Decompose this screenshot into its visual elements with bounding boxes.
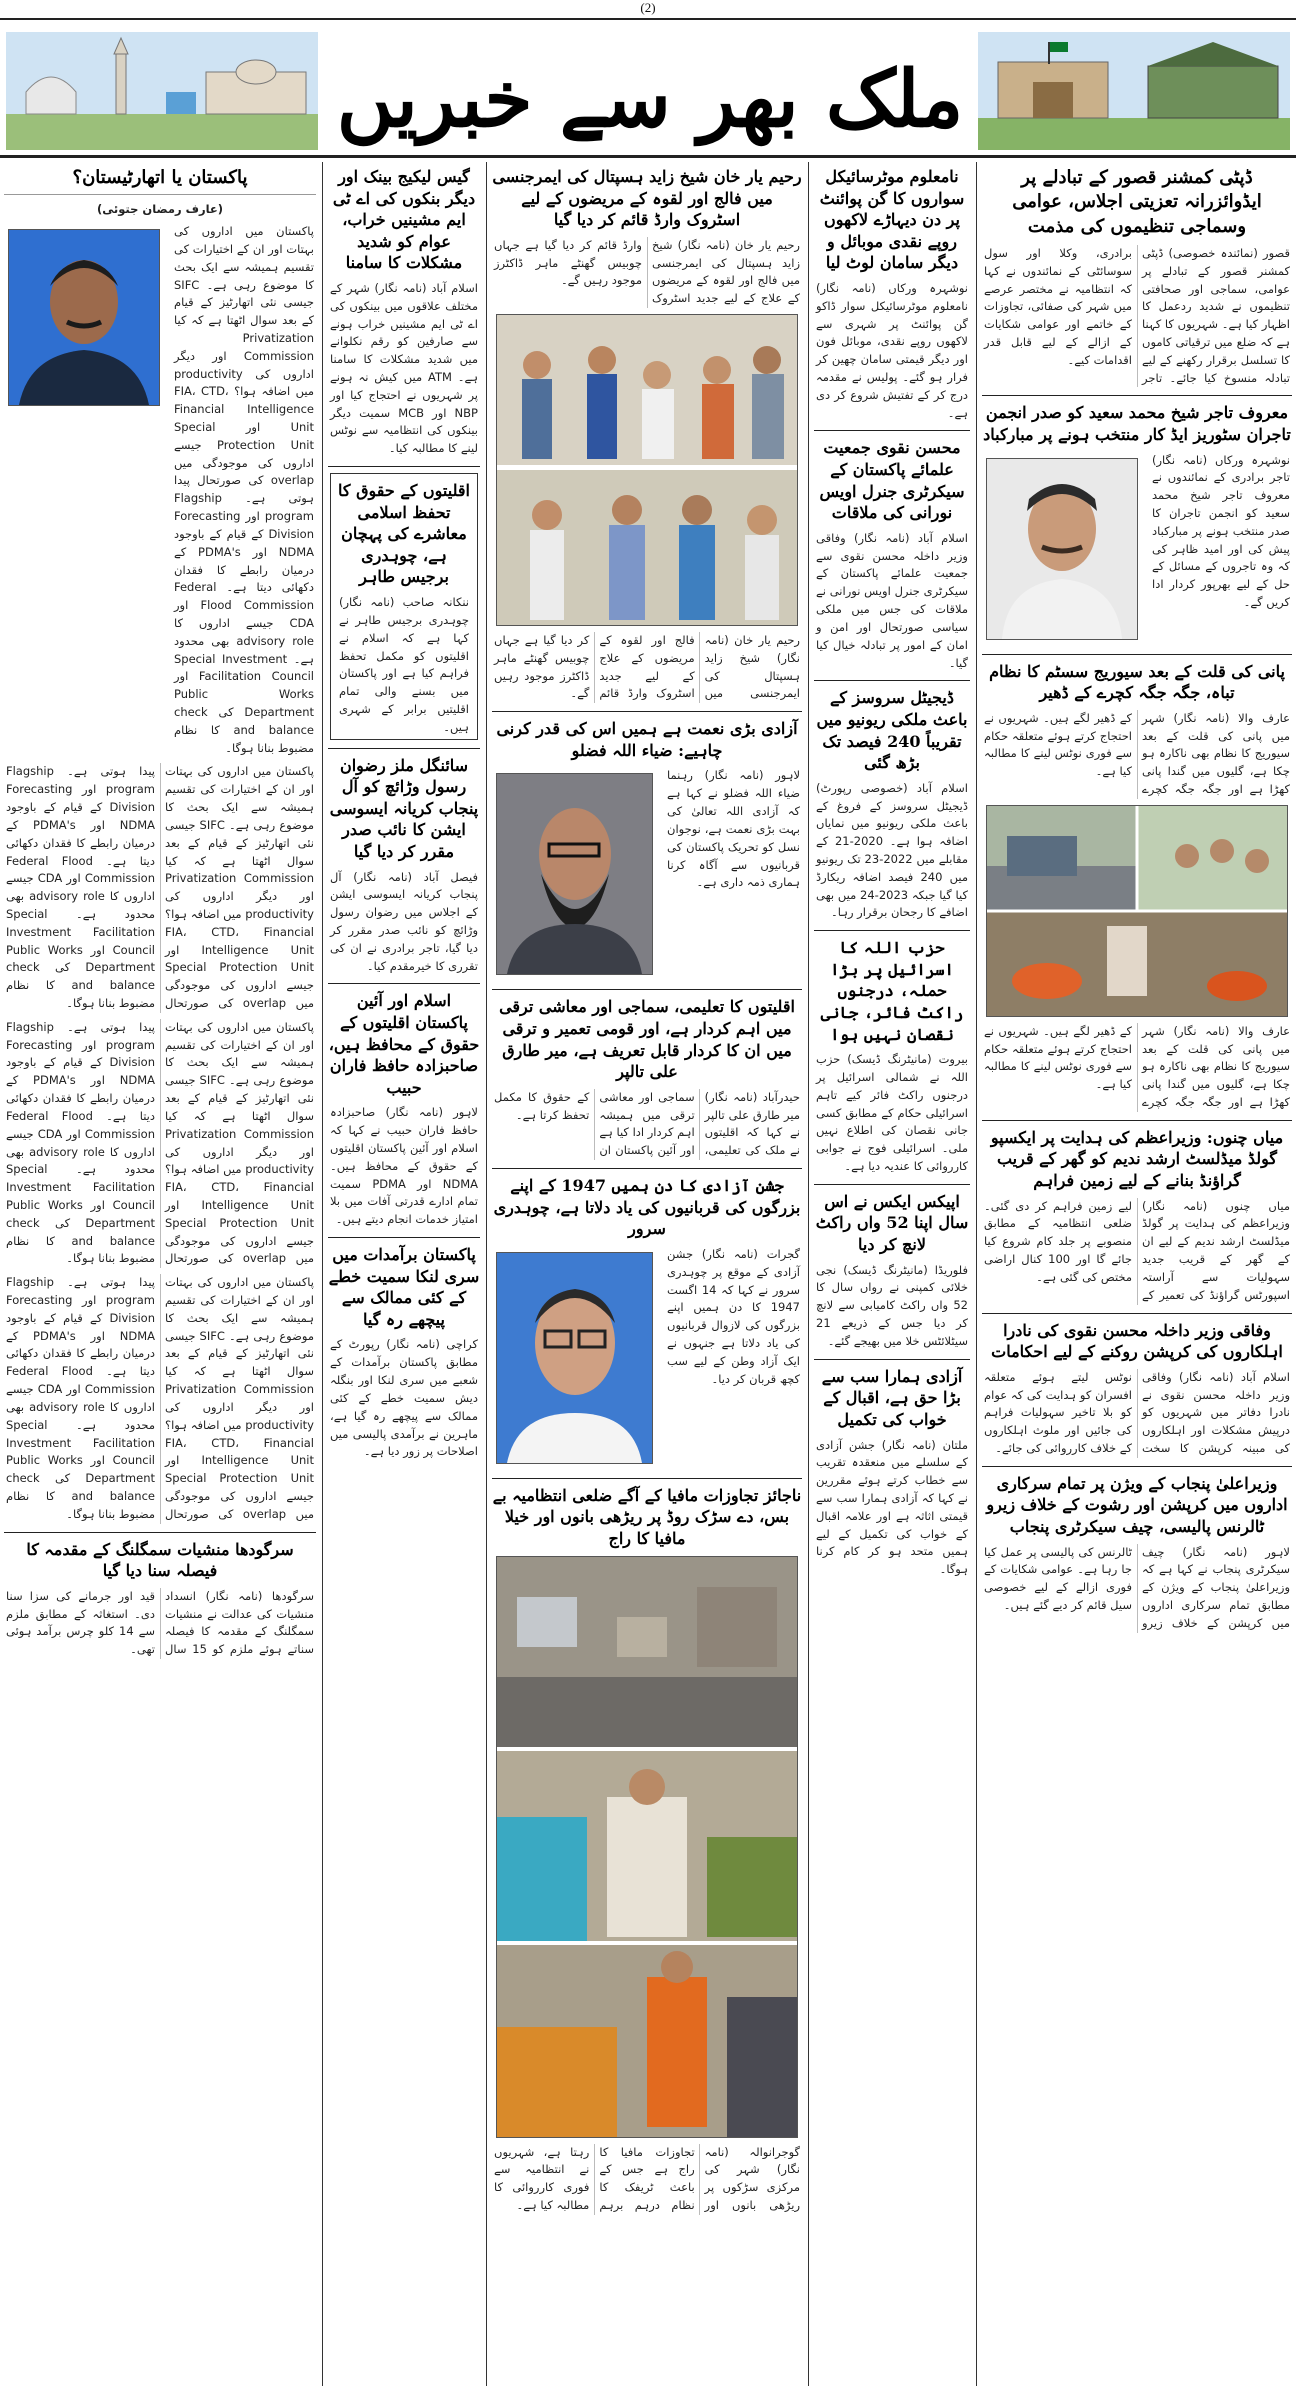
headline: نامعلوم موٹرسائیکل سواروں کا گن پوائنٹ پر دن دیہاڑے لاکھوں روپے نقدی موبائل و دیگر سامان لوٹ لیا (819, 167, 965, 273)
divider (982, 1313, 1292, 1314)
article (810, 1366, 974, 1579)
article-body: بیروت (مانیٹرنگ ڈیسک) حزب اللہ نے شمالی اسرائیل پر درجنوں راکٹ فائر کیے تاہم اسرائیلی حکام کے مطابق کسی جانی نقصان کی اطلاع نہیں ملی۔ اسرائیلی فوج نے جوابی کارروائی کا عندیہ دیا ہے۔ (816, 1052, 968, 1174)
headline: گیس لیکیج بینک اور دیگر بنکوں کی اے ٹی ایم مشینیں خراب، عوام کو شدید مشکلات کا سامنا (332, 167, 476, 273)
column-divider (486, 162, 487, 2386)
column-3 (488, 162, 806, 2386)
headline: سرگودھا منشیات سمگلنگ کے مقدمہ کا فیصلہ سنا دیا گیا (26, 1539, 294, 1581)
divider (982, 1466, 1292, 1467)
article-body: رحیم یار خان (نامہ نگار) شیخ زاید ہسپتال کی ایمرجنسی میں فالج اور لقوہ کے مریضوں کے علاج کے لیے جدید اسٹروک وارڈ قائم کر دیا گیا ہے جہاں چوبیس گھنٹے ماہر ڈاکٹرز موجود رہیں گے۔ (494, 237, 800, 306)
divider (492, 711, 802, 712)
column-divider (808, 162, 809, 2386)
headline: میاں چنوں: وزیراعظم کی ہدایت پر ایکسپو گولڈ میڈلسٹ ارشد ندیم کو گھر کے قریب گراؤنڈ بنانے کے لیے زمین فراہم (990, 1127, 1284, 1191)
article (324, 755, 484, 976)
article-body: گوجرانوالہ (نامہ نگار) شہر کی مرکزی سڑکوں پر ریڑھی بانوں اور تجاوزات مافیا کا راج ہے جس کے باعث ٹریفک کا نظام درہم برہم رہتا ہے، شہریوں نے انتظامیہ سے فوری کارروائی کا مطالبہ کیا ہے۔ (494, 2144, 800, 2213)
article (978, 166, 1296, 387)
market-encroachment-photo (496, 1556, 798, 2138)
headline: اقلیتوں کے حقوق کا تحفظ اسلامی معاشرے کی پہچان ہے، چوہدری برجیس طاہر (338, 481, 470, 587)
headline: رحیم یار خان شیخ زاید ہسپتال کی ایمرجنسی میں فالج اور لقوہ کے مریضوں کے لیے اسٹروک وارڈ قائم کر دیا گیا (492, 167, 802, 230)
portrait-photo (496, 1252, 653, 1464)
divider (814, 1184, 970, 1185)
article (330, 473, 478, 739)
headline: پاکستان برآمدات میں سری لنکا سمیت خطے کے کئی ممالک سے پیچھے رہ گیا (328, 1245, 480, 1329)
article-body: حیدرآباد (نامہ نگار) میر طارق علی تالپر نے کہا کہ اقلیتوں نے ملک کی تعلیمی، سماجی اور معاشی ترقی میں ہمیشہ اہم کردار ادا کیا ہے اور آئین پاکستان ان کے حقوق کا مکمل تحفظ کرتا ہے۔ (494, 1089, 800, 1158)
headline: سائنگل ملز رضوان رسول وڑائچ کو آل پنجاب کریانہ ایسوسی ایشن کا نائب صدر مقرر کر دیا گیا (329, 755, 479, 861)
divider (982, 1120, 1292, 1121)
article-body: فیصل آباد (نامہ نگار) آل پنجاب کریانہ ایسوسی ایشن کے اجلاس میں رضوان رسول وڑائچ کو نائب صدر مقرر کر دیا گیا، تاجر برادری نے ان کی تقرری کا خیرمقدم کیا۔ (330, 869, 478, 973)
article-body: ملتان (نامہ نگار) جشن آزادی کے سلسلے میں منعقدہ تقریب سے خطاب کرتے ہوئے مقررین نے کہا کہ آزادی ہمارا سب سے قیمتی اثاثہ ہے اور علامہ اقبال کے خواب کی تکمیل کے لیے ہمیں متحد ہو کر کام کرنا ہوگا۔ (816, 1437, 968, 1577)
article-body: اسلام آباد (نامہ نگار) وفاقی وزیر داخلہ محسن نقوی نے نادرا دفاتر میں شہریوں کو درپیش مشکلات اور اہلکاروں کی مبینہ کرپشن کا سخت نوٹس لیتے ہوئے متعلقہ افسران کو ہدایت کی کہ عوام کو بلا تاخیر سہولیات فراہم کی جائیں اور ملوث اہلکاروں کے خلاف کارروائی کی جائے۔ (984, 1369, 1290, 1455)
divider (492, 989, 802, 990)
article-body: لاہور (نامہ نگار) چیف سیکرٹری پنجاب نے کہا ہے کہ وزیراعلیٰ پنجاب کے ویژن کے مطابق تمام سرکاری اداروں میں کرپشن کے خلاف زیرو ٹالرنس کی پالیسی پر عمل کیا جا رہا ہے۔ عوامی شکایات کے فوری ازالے کے لیے خصوصی سیل قائم کر دیے گئے ہیں۔ (984, 1544, 1290, 1630)
divider (328, 466, 480, 467)
article-body: پاکستان میں اداروں کی بہتات اور ان کے اختیارات کی تقسیم ہمیشہ سے ایک بحث کا موضوع رہی ہے۔ SIFC جیسی نئی اتھارٹیز کے قیام کے بعد سوال اٹھتا ہے کہ کیا Privatization Commission اور دیگر اداروں کی productivity میں اضافہ ہوا؟ FIA، CTD، Financial Intelligence Unit اور Special Protection Unit جیسے اداروں کی موجودگی میں overlap کی صورتحال پیدا ہوتی ہے۔ Flagship program اور Forecasting Division کے قیام کے باوجود NDMA اور PDMA's کے درمیان رابطے کا فقدان دکھائی دیتا ہے۔ Federal Flood Commission اور CDA جیسے اداروں کا advisory role بھی محدود ہے۔ Special Investment Facilitation Council اور Public Works Department کی check and balance کا نظام مضبوط بنانا ہوگا۔ (6, 1275, 314, 1521)
column-divider (322, 162, 323, 2386)
article-body: سرگودھا (نامہ نگار) انسداد منشیات کی عدالت نے منشیات سمگلنگ کے مقدمہ کا فیصلہ سناتے ہوئے ملزم کو 15 سال قید اور جرمانے کی سزا سنا دی۔ استغاثہ کے مطابق ملزم سے 14 کلو چرس برآمد ہوئی تھی۔ (6, 1588, 314, 1657)
article (810, 437, 974, 672)
article-body: پاکستان میں اداروں کی بہتات اور ان کے اختیارات کی تقسیم ہمیشہ سے ایک بحث کا موضوع رہی ہے۔ SIFC جیسی نئی اتھارٹیز کے قیام کے بعد سوال اٹھتا ہے کہ کیا Privatization Commission اور دیگر اداروں کی productivity میں اضافہ ہوا؟ FIA، CTD، Financial Intelligence Unit اور Special Protection Unit جیسے اداروں کی موجودگی میں overlap کی صورتحال پیدا ہوتی ہے۔ Flagship program اور Forecasting Division کے قیام کے باوجود NDMA اور PDMA's کے درمیان رابطے کا فقدان دکھائی دیتا ہے۔ Federal Flood Commission اور CDA جیسے اداروں کا advisory role بھی محدود ہے۔ Special Investment Facilitation Council اور Public Works Department کی check and balance کا نظام مضبوط بنانا ہوگا۔ (174, 224, 315, 755)
article (488, 1485, 806, 2215)
article-body: اسلام آباد (خصوصی رپورٹ) ڈیجیٹل سروسز کے فروغ کے باعث ملکی ریونیو میں نمایاں اضافہ ہوا ہے۔ 2020-21 کے مقابلے میں 2022-23 تک ریونیو میں 240 فیصد اضافہ ریکارڈ کیا گیا جبکہ 2023-24 میں بھی اضافے کا رجحان برقرار رہا۔ (816, 780, 968, 920)
divider (328, 983, 480, 984)
column-2 (810, 162, 974, 2386)
article (324, 166, 484, 458)
hospital-ward-photo (496, 314, 798, 626)
article (978, 661, 1296, 1112)
byline: (عارف رمضان جتوئی) (96, 202, 224, 217)
article (810, 937, 974, 1176)
divider (814, 930, 970, 931)
article-body: لاہور (نامہ نگار) صاحبزادہ حافظ فاران حبیب نے کہا کہ اسلام اور آئین پاکستان اقلیتوں کے حقوق کے محافظ ہیں۔ NDMA اور PDMA سمیت تمام ادارے قدرتی آفات میں بلا امتیاز خدمات انجام دیتے ہیں۔ (330, 1105, 478, 1227)
article (488, 1175, 806, 1470)
divider (814, 430, 970, 431)
article-body: فلوریڈا (مانیٹرنگ ڈیسک) نجی خلائی کمپنی نے رواں سال کا 52 واں راکٹ کامیابی سے لانچ کر دیا جس کے ذریعے 21 سیٹلائٹس خلا میں بھیجے گئے۔ (816, 1262, 968, 1348)
headline: حزب اللہ کا اسرائیل پر بڑا حملہ، درجنوں راکٹ فائر، جانی نقصان نہیں ہوا (820, 938, 964, 1044)
divider (328, 1237, 480, 1238)
masthead-title: ملک بھر سے خبریں (336, 54, 964, 145)
article-body: اسلام آباد (نامہ نگار) وفاقی وزیر داخلہ محسن نقوی سے جمعیت علمائے پاکستان کے سیکرٹری جنرل اویس نورانی نے ملاقات کی جس میں ملکی سیاسی صورتحال اور امن و امان کے امور پر تبادلہ خیال کیا گیا۔ (816, 530, 968, 670)
article (978, 1320, 1296, 1458)
headline: ڈپٹی کمشنر قصور کے تبادلے پر ایڈوائزرانہ تعزیتی اجلاس، عوامی وسماجی تنظیموں کی مذمت (1012, 167, 1262, 237)
portrait-photo (496, 773, 653, 975)
article-body: اسلام آباد (نامہ نگار) شہر کے مختلف علاقوں میں بینکوں کی اے ٹی ایم مشینیں خراب ہونے سے صارفین کو رقم نکلوانے میں شدید مشکلات کا سامنا ہے۔ ATM میں کیش نہ ہونے پر شہریوں نے احتجاج کیا اور NBP اور MCB سمیت دیگر بینکوں کی انتظامیہ سے نوٹس لینے کا مطالبہ کیا۔ (330, 280, 478, 456)
headline: ناجائز تجاوزات مافیا کے آگے ضلعی انتظامیہ بے بس، دے سڑک روڈ پر ریڑھی بانوں اور خیلا مافیا کا راج (492, 1485, 802, 1549)
headline: وزیراعلیٰ پنجاب کے ویژن پر تمام سرکاری اداروں میں کرپشن اور رشوت کے خلاف زیرو ٹالرنس پالیسی، چیف سیکرٹری پنجاب (986, 1473, 1288, 1536)
divider (492, 1168, 802, 1169)
headline: پانی کی قلت کے بعد سیوریج سسٹم کا نظام تباہ، جگہ جگہ کچرے کے ڈھیر (989, 661, 1285, 703)
masthead (0, 18, 1296, 158)
divider (982, 654, 1292, 655)
headline: جشن آزادی کا دن ہمیں 1947 کے اپنے بزرگوں کی قربانیوں کی یاد دلاتا ہے، چوہدری سرور (493, 1176, 801, 1239)
article (978, 1473, 1296, 1633)
article-body: پاکستان میں اداروں کی بہتات اور ان کے اختیارات کی تقسیم ہمیشہ سے ایک بحث کا موضوع رہی ہے۔ SIFC جیسی نئی اتھارٹیز کے قیام کے بعد سوال اٹھتا ہے کہ کیا Privatization Commission اور دیگر اداروں کی productivity میں اضافہ ہوا؟ FIA، CTD، Financial Intelligence Unit اور Special Protection Unit جیسے اداروں کی موجودگی میں overlap کی صورتحال پیدا ہوتی ہے۔ Flagship program اور Forecasting Division کے قیام کے باوجود NDMA اور PDMA's کے درمیان رابطے کا فقدان دکھائی دیتا ہے۔ Federal Flood Commission اور CDA جیسے اداروں کا advisory role بھی محدود ہے۔ Special Investment Facilitation Council اور Public Works Department کی check and balance کا نظام مضبوط بنانا ہوگا۔ (6, 764, 314, 1011)
article (978, 1127, 1296, 1305)
divider (328, 748, 480, 749)
masthead-monuments-image (6, 32, 318, 150)
article-body: کراچی (نامہ نگار) رپورٹ کے مطابق پاکستان برآمدات کے شعبے میں سری لنکا اور بنگلہ دیش سمیت خطے کے کئی ممالک سے پیچھے رہ گیا ہے، ماہرین نے برآمدی پالیسی میں اصلاحات پر زور دیا ہے۔ (330, 1337, 478, 1459)
article-body: ننکانہ صاحب (نامہ نگار) چوہدری برجیس طاہر نے کہا ہے کہ اسلام نے اقلیتوں کو مکمل تحفظ فراہم کیا ہے اور پاکستان میں بسنے والی تمام اقلیتیں برابر کے شہری ہیں۔ (339, 595, 469, 734)
headline: آزادی ہمارا سب سے بڑا حق ہے، اقبال کے خواب کی تکمیل (821, 1366, 963, 1429)
headline: وفاقی وزیر داخلہ محسن نقوی کی نادرا اہلکاروں کی کرپشن روکنے کے لیے احکامات (991, 1320, 1283, 1362)
article (0, 166, 320, 1524)
masthead-landmarks-image (978, 32, 1290, 150)
headline: پاکستان یا اتھارٹیستان؟ (4, 166, 316, 195)
article-body: عارف والا (نامہ نگار) شہر میں پانی کی قلت کے بعد سیوریج کا نظام بھی ناکارہ ہو چکا ہے، گلیوں میں گندا پانی کھڑا ہے اور جگہ جگہ کچرے کے ڈھیر لگے ہیں۔ شہریوں نے احتجاج کرتے ہوئے متعلقہ حکام سے فوری نوٹس لینے کا مطالبہ کیا ہے۔ (984, 1023, 1290, 1110)
column-divider (976, 162, 977, 2386)
portrait-photo (986, 458, 1138, 640)
article (488, 996, 806, 1160)
column-1 (978, 162, 1296, 2386)
article-body: نوشہرہ ورکاں (نامہ نگار) تاجر برادری کے نمائندوں نے معروف تاجر شیخ محمد سعید کو انجمن تاجران کا صدر منتخب ہونے پر مبارکباد پیش کی اور امید ظاہر کی کہ وہ تاجروں کے مسائل کے حل کے لیے بھرپور کردار ادا کریں گے۔ (1152, 452, 1290, 610)
headline: آزادی بڑی نعمت ہے ہمیں اس کی قدر کرنی چاہیے: ضیاء اللہ فضلو (496, 719, 798, 760)
headline: اسلام اور آئین پاکستان اقلیتوں کے حقوق کے محافظ ہیں، صاحبزادہ حافظ فاران حبیب (328, 991, 480, 1097)
article-body: پاکستان میں اداروں کی بہتات اور ان کے اختیارات کی تقسیم ہمیشہ سے ایک بحث کا موضوع رہی ہے۔ SIFC جیسی نئی اتھارٹیز کے قیام کے بعد سوال اٹھتا ہے کہ کیا Privatization Commission اور دیگر اداروں کی productivity میں اضافہ ہوا؟ FIA، CTD، Financial Intelligence Unit اور Special Protection Unit جیسے اداروں کی موجودگی میں overlap کی صورتحال پیدا ہوتی ہے۔ Flagship program اور Forecasting Division کے قیام کے باوجود NDMA اور PDMA's کے درمیان رابطے کا فقدان دکھائی دیتا ہے۔ Federal Flood Commission اور CDA جیسے اداروں کا advisory role بھی محدود ہے۔ Special Investment Facilitation Council اور Public Works Department کی check and balance کا نظام مضبوط بنانا ہوگا۔ (6, 1019, 314, 1266)
garbage-street-photo (986, 805, 1288, 1017)
article (810, 687, 974, 922)
divider (814, 680, 970, 681)
article (324, 990, 484, 1229)
article (324, 1244, 484, 1461)
headline: ڈیجیٹل سروسز کے باعث ملکی ریونیو میں تقریباً 240 فیصد تک بڑھ گئی (816, 688, 968, 773)
article-body: نوشہرہ ورکاں (نامہ نگار) نامعلوم موٹرسائیکل سوار ڈاکو گن پوائنٹ پر شہری سے لاکھوں روپے نقدی، موبائل فون اور دیگر قیمتی سامان چھین کر فرار ہو گئے۔ پولیس نے مقدمہ درج کر کے تفتیش شروع کر دی ہے۔ (816, 280, 968, 420)
divider (982, 395, 1292, 396)
article-body: قصور (نمائندہ خصوصی) ڈپٹی کمشنر قصور کے تبادلے پر عوامی، سماجی اور صحافتی تنظیموں نے شدید ردعمل کا اظہار کیا ہے۔ شہریوں کا کہنا ہے کہ ضلع میں ترقیاتی کاموں کا تسلسل برقرار رکھنے کے لیے تبادلہ منسوخ کیا جائے۔ تاجر برادری، وکلا اور سول سوسائٹی کے نمائندوں نے کہا کہ انتظامیہ نے مختصر عرصے میں شہر کی صفائی، تجاوزات کے خاتمے اور عوامی شکایات کے ازالے کے لیے قابل قدر اقدامات کیے۔ (984, 245, 1290, 385)
column-4 (324, 162, 484, 2386)
page-number: (2) (640, 0, 656, 15)
article (810, 166, 974, 422)
headline: محسن نقوی جمعیت علمائے پاکستان کے سیکرٹری جنرل اویس نورانی کی ملاقات (819, 438, 965, 523)
divider (492, 1478, 802, 1479)
divider (814, 1359, 970, 1360)
headline: اقلیتوں کا تعلیمی، سماجی اور معاشی ترقی میں اہم کردار ہے، اور قومی تعمیر و ترقی میں ان کا کردار قابل تعریف ہے، میر طارق علی تالپر (499, 997, 795, 1082)
article-body: عارف والا (نامہ نگار) شہر میں پانی کی قلت کے بعد سیوریج کا نظام بھی ناکارہ ہو چکا ہے، گلیوں میں گندا پانی کھڑا ہے اور جگہ جگہ کچرے کے ڈھیر لگے ہیں۔ شہریوں نے احتجاج کرتے ہوئے متعلقہ حکام سے فوری نوٹس لینے کا مطالبہ کیا ہے۔ (984, 710, 1290, 797)
headline: معروف تاجر شیخ محمد سعید کو صدر انجمن تاجران سٹوریز ایڈ کار منتخب ہونے پر مبارکباد (983, 403, 1291, 444)
column-5 (0, 162, 320, 2386)
article (488, 718, 806, 981)
article-body: رحیم یار خان (نامہ نگار) شیخ زاید ہسپتال کی ایمرجنسی میں فالج اور لقوہ کے مریضوں کے علاج کے لیے جدید اسٹروک وارڈ قائم کر دیا گیا ہے جہاں چوبیس گھنٹے ماہر ڈاکٹرز موجود رہیں گے۔ (494, 633, 800, 701)
divider (4, 1532, 316, 1533)
article (810, 1191, 974, 1351)
article-body: گجرات (نامہ نگار) جشن آزادی کے موقع پر چوہدری سرور نے کہا کہ 14 اگست 1947 کا دن ہمیں اپنے بزرگوں کی لازوال قربانیوں کی یاد دلاتا ہے جنہوں نے ایک آزاد وطن کے لیے سب کچھ قربان کر دیا۔ (667, 1246, 800, 1386)
article-body: میاں چنوں (نامہ نگار) وزیراعظم کی ہدایت پر گولڈ میڈلسٹ ارشد ندیم کے لیے ان کے گھر کے قریب جدید سہولیات سے آراستہ اسپورٹس گراؤنڈ کی تعمیر کے لیے زمین فراہم کر دی گئی۔ ضلعی انتظامیہ کے مطابق منصوبے پر جلد کام شروع کیا جائے گا اور 100 کنال اراضی مختص کی گئی ہے۔ (984, 1198, 1290, 1302)
article (488, 166, 806, 703)
columnist-photo (8, 229, 160, 406)
article (0, 1539, 320, 1659)
headline: اپیکس ایکس نے اس سال اپنا 52 واں راکٹ لانچ کر دیا (815, 1191, 969, 1255)
article-body: لاہور (نامہ نگار) رہنما ضیاء اللہ فضلو نے کہا ہے کہ آزادی اللہ تعالیٰ کی بہت بڑی نعمت ہے، نوجوان نسل کو تحریک پاکستان کی قربانیوں سے آگاہ کرنا ہماری ذمہ داری ہے۔ (667, 768, 800, 890)
article (978, 402, 1296, 645)
